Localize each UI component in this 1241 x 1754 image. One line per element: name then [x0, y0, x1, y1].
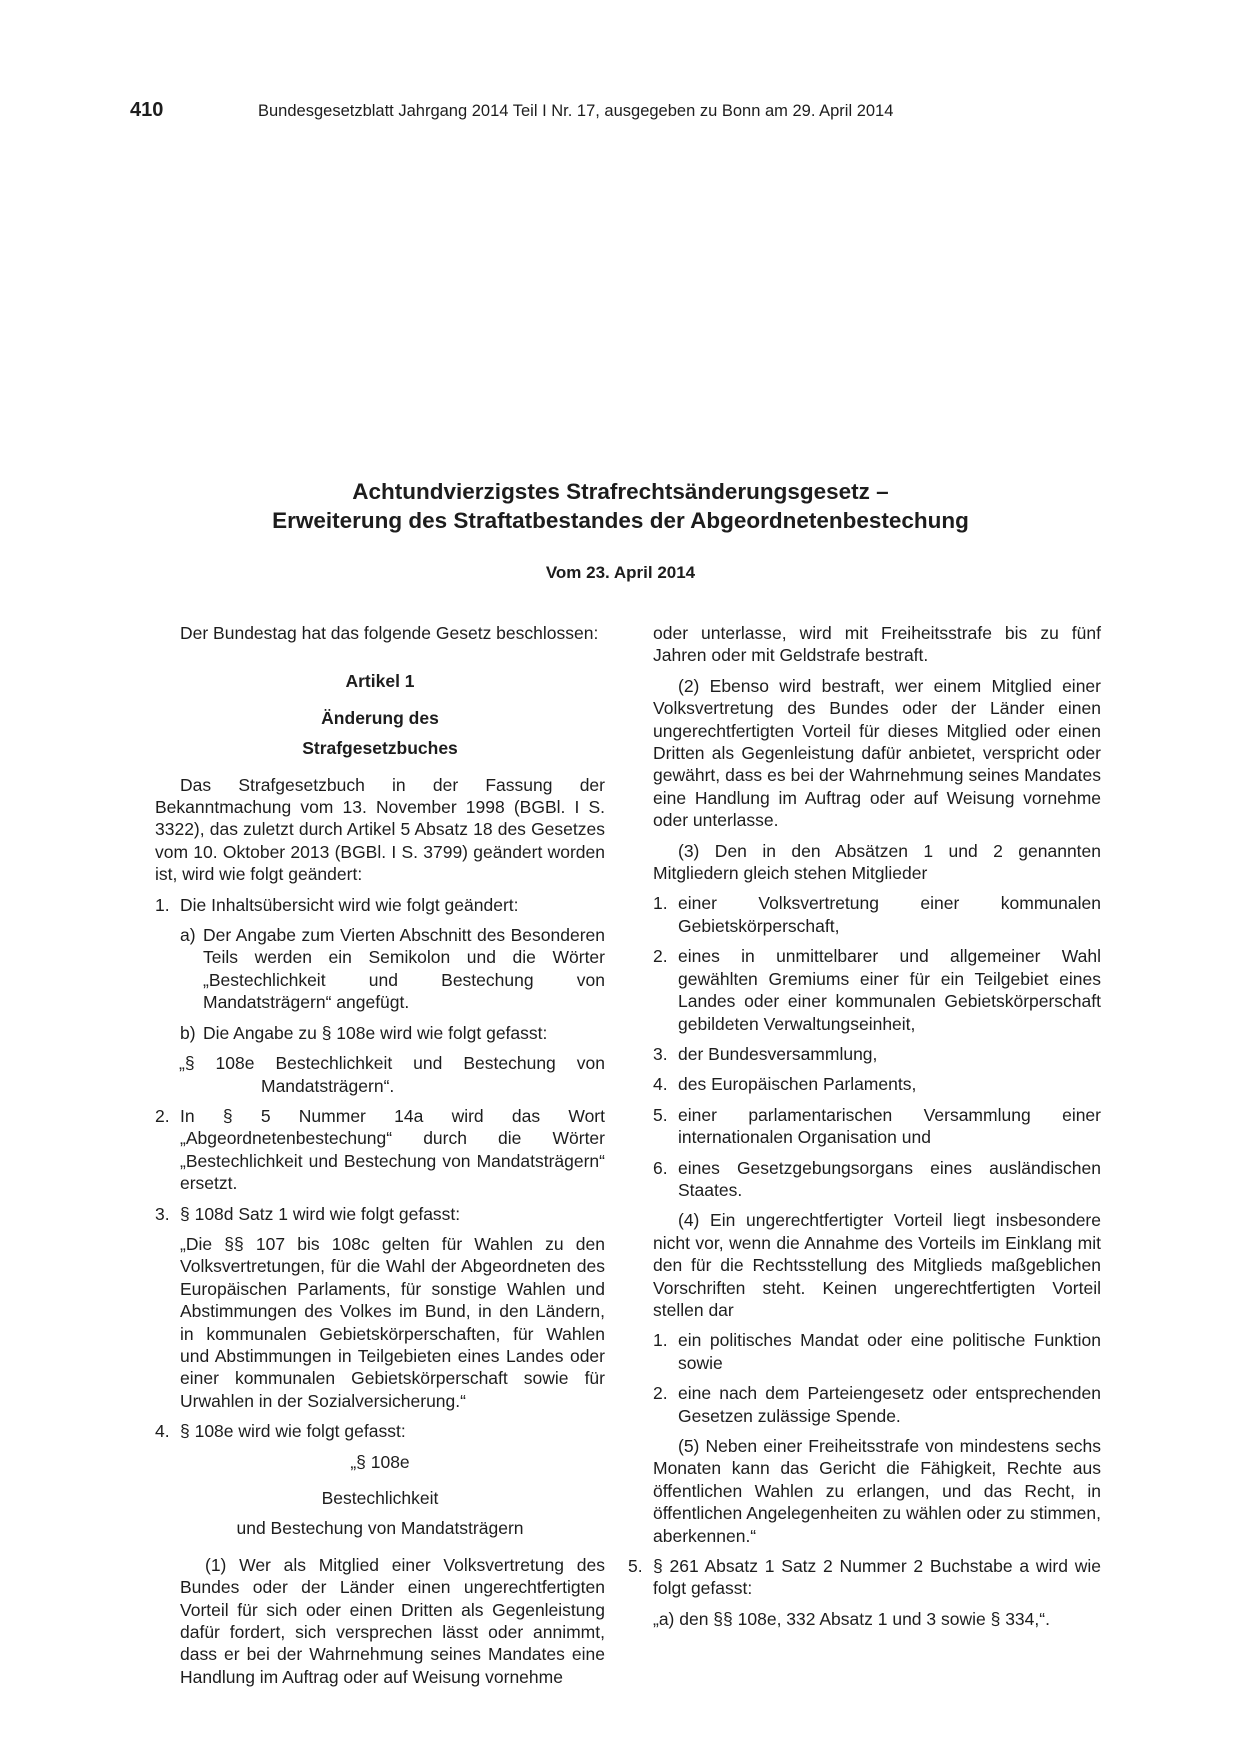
sub-item-letter: a)	[180, 925, 196, 946]
paragraph-1-continued: oder unterlasse, wird mit Freiheitsstrafe bis zu fünf Jahren oder mit Geldstrafe bestraft.	[653, 623, 1101, 666]
list-item	[653, 1043, 1101, 1065]
item-number: 2.	[155, 1105, 170, 1126]
list-item	[653, 945, 1101, 1035]
section-title-line-2: und Bestechung von Mandatsträgern	[236, 1518, 524, 1539]
item-text: In § 5 Nummer 14a wird das Wort „Abgeordnetenbestechung“ durch die Wörter „Bestechlichkeit und Bestechung von Mandatsträgern“ ersetzt.	[180, 1105, 605, 1194]
item-text: ein politisches Mandat oder eine politische Funktion sowie	[678, 1330, 1101, 1373]
item-number: 2.	[653, 1383, 668, 1404]
article-title-line-2: Strafgesetzbuches	[302, 738, 458, 759]
article-label: Artikel 1	[345, 671, 415, 692]
item-number: 4.	[155, 1421, 170, 1442]
list-item	[628, 1555, 1101, 1600]
item-number: 5.	[653, 1104, 668, 1125]
list-item	[155, 894, 605, 916]
running-head: Bundesgesetzblatt Jahrgang 2014 Teil I Nr. 17, ausgegeben zu Bonn am 29. April 2014	[258, 102, 894, 120]
paragraph-1: (1) Wer als Mitglied einer Volksvertretung des Bundes oder der Länder einen ungerechtfertigten Vorteil für sich oder einen Dritten als Gegenleistung dafür fordert, sich versprechen lässt oder annimmt, dass er bei der Wahrnehmung seines Mandates eine Handlung im Auftrag oder auf Weisung vornehme	[180, 1554, 605, 1687]
law-title-line-2: Erweiterung des Straftatbestandes der Abgeordnetenbestechung	[272, 508, 969, 533]
item-text: eine nach dem Parteiengesetz oder entsprechenden Gesetzen zulässige Spende.	[678, 1383, 1101, 1426]
item-text: § 108e wird wie folgt gefasst:	[180, 1421, 406, 1442]
list-item	[653, 1382, 1101, 1427]
item-number: 1.	[155, 894, 170, 915]
sub-item-text: Die Angabe zu § 108e wird wie folgt gefasst:	[203, 1022, 548, 1043]
paragraph-5: (5) Neben einer Freiheitsstrafe von mindestens sechs Monaten kann das Gericht die Fähigkeit, Rechte aus öffentlichen Wahlen zu erlangen, und das Recht, in öffentlichen Angelegenheiten zu wählen oder zu stimmen, aberkennen.“	[653, 1436, 1101, 1546]
section-label: „§ 108e	[350, 1451, 410, 1472]
item-text: einer Volksvertretung einer kommunalen Gebietskörperschaft,	[678, 893, 1101, 936]
item-text: eines in unmittelbarer und allgemeiner Wahl gewählten Gremiums einer für ein Teilgebiet eines Landes oder einer kommunalen Gebietskörperschaft gebildeten Verwaltungseinheit,	[678, 946, 1101, 1034]
law-title-line-1: Achtundvierzigstes Strafrechtsänderungsgesetz –	[352, 479, 889, 504]
item-number: 4.	[653, 1074, 668, 1095]
item-number: 1.	[653, 893, 668, 914]
item-number: 2.	[653, 946, 668, 967]
item-text: Die Inhaltsübersicht wird wie folgt geändert:	[180, 894, 519, 915]
item-text: § 108d Satz 1 wird wie folgt gefasst:	[180, 1203, 461, 1224]
article-intro: Das Strafgesetzbuch in der Fassung der Bekanntmachung vom 13. November 1998 (BGBl. I S. 3322), das zuletzt durch Artikel 5 Absatz 18 des Gesetzes vom 10. Oktober 2013 (BGBl. I S. 3799) geändert worden ist, wird wie folgt geändert:	[155, 774, 605, 885]
quoted-text: „a) den §§ 108e, 332 Absatz 1 und 3 sowie § 334,“.	[653, 1608, 1050, 1629]
item-number: 3.	[653, 1043, 668, 1064]
article-title-line-1: Änderung des	[321, 707, 439, 728]
left-column	[155, 622, 605, 1696]
item-number: 5.	[628, 1556, 643, 1577]
item-text: einer parlamentarischen Versammlung einer internationalen Organisation und	[678, 1104, 1101, 1148]
quoted-heading: „§ 108e Bestechlichkeit und Bestechung von Mandatsträgern“.	[179, 1053, 605, 1096]
paragraph-4: (4) Ein ungerechtfertigter Vorteil liegt insbesondere nicht vor, wenn die Annahme des Vorteils im Einklang mit den für die Rechtsstellung des Mitglieds maßgeblichen Vorschriften steht. Keinen ungerechtfertigten Vorteil stellen dar	[653, 1210, 1101, 1320]
sub-item-letter: b)	[180, 1022, 196, 1043]
list-item	[653, 1157, 1101, 1202]
section-title-line-1: Bestechlichkeit	[321, 1488, 439, 1508]
page-header	[0, 99, 1241, 129]
sub-item	[155, 1022, 605, 1044]
item-text: der Bundesversammlung,	[678, 1043, 878, 1064]
item-number: 3.	[155, 1203, 170, 1224]
quoted-text: „Die §§ 107 bis 108c gelten für Wahlen zu den Volksvertretungen, für die Wahl der Abgeordneten des Europäischen Parlaments, für sonstige Wahlen und Abstimmungen des Volkes im Bund, in den Ländern, in kommunalen Gebietskörperschaften, für Wahlen und Abstimmungen in Teilgebieten eines Landes oder einer kommunalen Gebietskörperschaft sowie für Urwahlen in der Sozialversicherung.“	[180, 1233, 605, 1411]
law-date: Vom 23. April 2014	[545, 563, 696, 582]
sub-item	[155, 924, 605, 1014]
list-item	[653, 1104, 1101, 1149]
page-number: 410	[130, 99, 164, 121]
list-item	[155, 1420, 605, 1442]
item-number: 1.	[653, 1330, 668, 1351]
item-text: § 261 Absatz 1 Satz 2 Nummer 2 Buchstabe a wird wie folgt gefasst:	[653, 1556, 1101, 1599]
right-column	[628, 622, 1101, 1638]
item-text: des Europäischen Parlaments,	[678, 1074, 917, 1095]
title-block	[0, 477, 1241, 583]
sub-item-text: Der Angabe zum Vierten Abschnitt des Besonderen Teils werden ein Semikolon und die Wörter „Bestechlichkeit und Bestechung von Mandatsträgern“ angefügt.	[203, 925, 605, 1013]
preamble: Der Bundestag hat das folgende Gesetz beschlossen:	[180, 623, 599, 643]
paragraph-2: (2) Ebenso wird bestraft, wer einem Mitglied einer Volksvertretung des Bundes oder der Länder einen ungerechtfertigten Vorteil für dieses Mitglied oder einen Dritten als Gegenleistung dafür anbietet, verspricht oder gewährt, dass es bei der Wahrnehmung seines Mandates eine Handlung im Auftrag oder auf Weisung vornehme oder unterlasse.	[653, 675, 1101, 831]
list-item	[653, 1073, 1101, 1095]
item-number: 6.	[653, 1157, 668, 1178]
list-item	[155, 1203, 605, 1225]
list-item	[653, 892, 1101, 937]
list-item	[653, 1329, 1101, 1374]
item-text: eines Gesetzgebungsorgans eines ausländischen Staates.	[678, 1157, 1101, 1200]
paragraph-3: (3) Den in den Absätzen 1 und 2 genannten Mitgliedern gleich stehen Mitglieder	[653, 840, 1101, 884]
list-item	[155, 1105, 605, 1195]
paragraph-4-list	[653, 1329, 1101, 1427]
paragraph-3-list	[653, 892, 1101, 1201]
